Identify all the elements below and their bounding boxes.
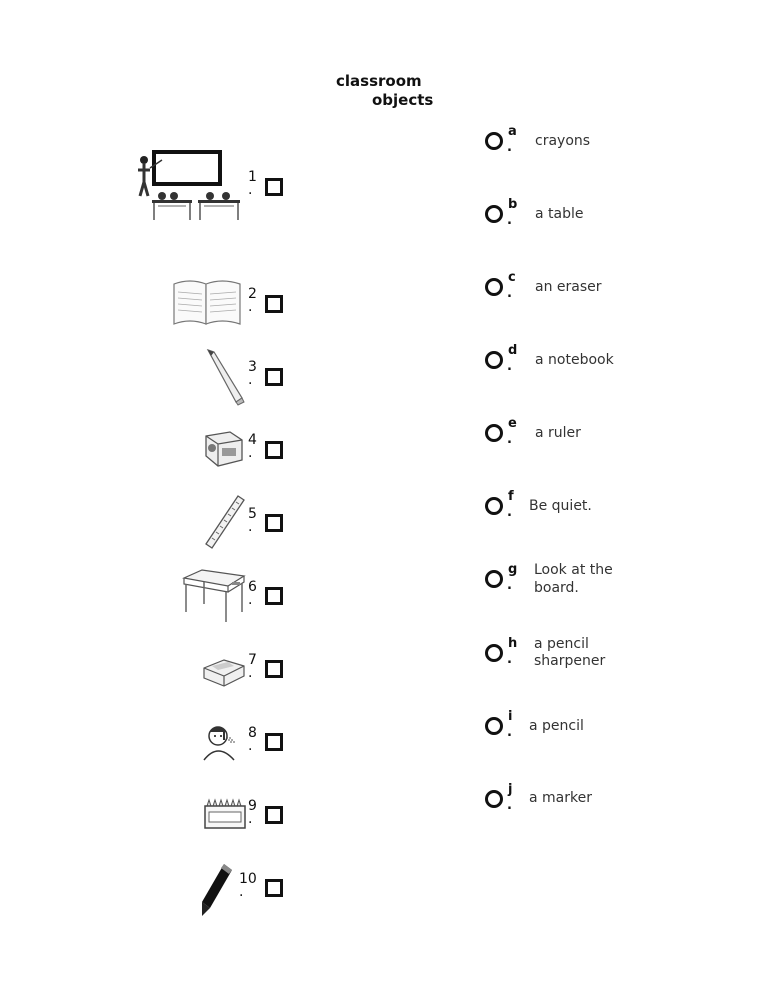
item-number-dot: . [248,182,253,198]
answer-checkbox-9[interactable] [265,806,283,824]
item-number: 6 [248,579,257,595]
item-number: 10 [239,871,257,887]
option-letter-dot: . [507,359,512,374]
crayons-icon [202,796,248,832]
item-number-dot: . [248,811,253,827]
option-text: a table [535,206,584,222]
option-text: a pencil [529,718,584,734]
option-letter: g [508,562,518,577]
option-radio-d[interactable] [485,351,503,369]
answer-checkbox-6[interactable] [265,587,283,605]
item-number-dot: . [248,299,253,315]
option-letter-dot: . [507,798,512,813]
option-letter-dot: . [507,578,512,593]
item-number-dot: . [248,665,253,681]
classroom-scene-icon [132,140,244,225]
option-text: a ruler [535,425,581,441]
answer-checkbox-5[interactable] [265,514,283,532]
item-number-dot: . [239,884,244,900]
item-number: 7 [248,652,257,668]
answer-checkbox-4[interactable] [265,441,283,459]
option-text-line1: Look at the [534,562,613,578]
option-radio-g[interactable] [485,570,503,588]
option-letter-dot: . [507,505,512,520]
worksheet-title-line2: objects [372,91,434,109]
option-letter: d [508,343,518,358]
option-letter: i [508,709,513,724]
item-number: 4 [248,432,257,448]
option-letter: j [508,782,513,797]
option-letter: h [508,636,518,651]
option-letter: e [508,416,517,431]
item-number-dot: . [248,372,253,388]
option-text-line1: a pencil [534,636,589,652]
option-letter-dot: . [507,725,512,740]
option-letter: a [508,124,517,139]
item-number-dot: . [248,592,253,608]
option-radio-h[interactable] [485,644,503,662]
item-number: 1 [248,169,257,185]
option-radio-c[interactable] [485,278,503,296]
item-number: 3 [248,359,257,375]
option-text: crayons [535,133,591,149]
pencil-sharpener-icon [200,426,246,470]
pencil-icon [200,346,248,406]
marker-icon [196,860,236,918]
answer-checkbox-8[interactable] [265,733,283,751]
option-letter-dot: . [507,432,512,447]
option-radio-a[interactable] [485,132,503,150]
option-letter-dot: . [507,652,512,667]
table-icon [182,568,246,624]
option-radio-j[interactable] [485,790,503,808]
answer-checkbox-10[interactable] [265,879,283,897]
item-number: 8 [248,725,257,741]
item-number: 5 [248,506,257,522]
option-text-line2: board. [534,580,579,596]
item-number-dot: . [248,738,253,754]
option-text: a marker [529,790,592,806]
option-letter: b [508,197,518,212]
answer-checkbox-7[interactable] [265,660,283,678]
item-number-dot: . [248,519,253,535]
ruler-icon [202,494,246,550]
option-text: an eraser [535,279,602,295]
option-letter: c [508,270,516,285]
option-text-line2: sharpener [534,653,606,669]
worksheet-title-line1: classroom [336,72,422,90]
option-letter-dot: . [507,140,512,155]
option-radio-i[interactable] [485,717,503,735]
option-radio-e[interactable] [485,424,503,442]
notebook-icon [170,276,244,328]
option-text: a notebook [535,352,614,368]
option-radio-f[interactable] [485,497,503,515]
answer-checkbox-2[interactable] [265,295,283,313]
eraser-icon [200,652,246,694]
item-number: 2 [248,286,257,302]
option-radio-b[interactable] [485,205,503,223]
answer-checkbox-1[interactable] [265,178,283,196]
be-quiet-person-icon [200,722,246,762]
item-number: 9 [248,798,257,814]
answer-checkbox-3[interactable] [265,368,283,386]
option-letter-dot: . [507,286,512,301]
option-text: Be quiet. [529,498,592,514]
option-letter: f [508,489,514,504]
option-letter-dot: . [507,213,512,228]
item-number-dot: . [248,445,253,461]
